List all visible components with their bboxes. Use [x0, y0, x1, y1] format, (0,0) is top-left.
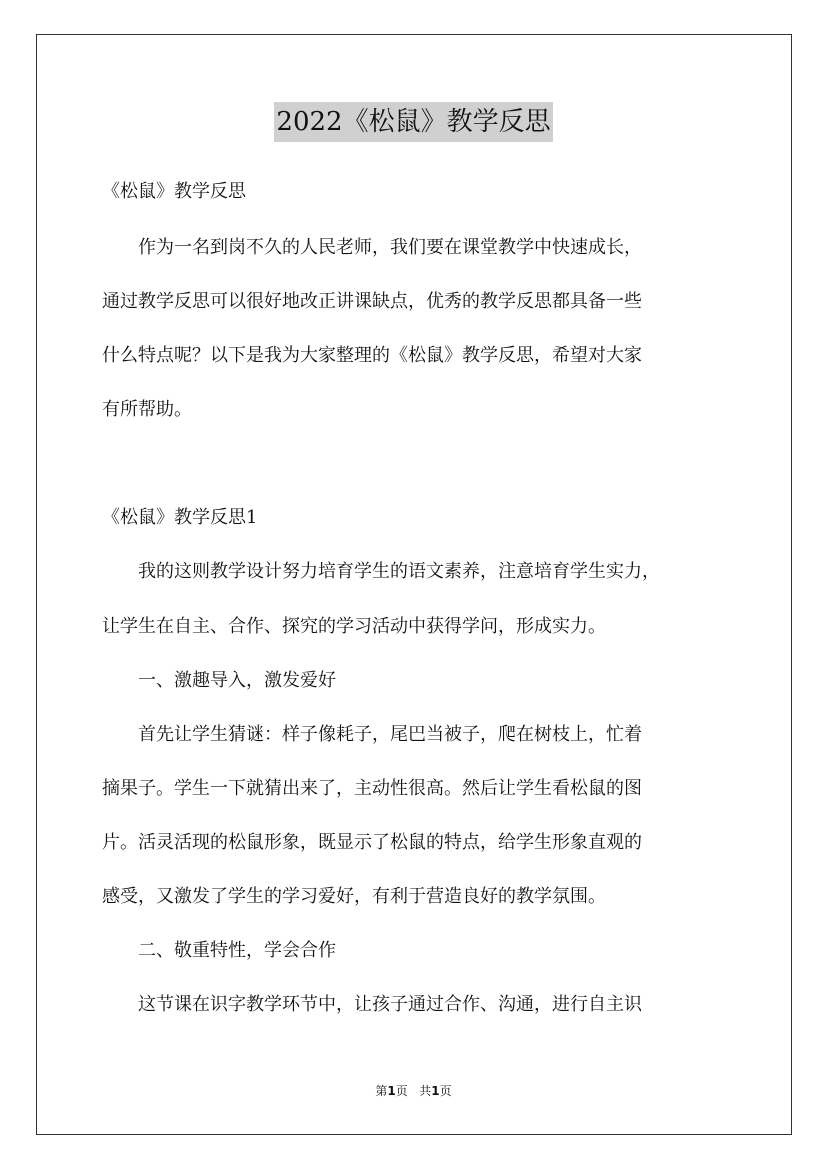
section1-line: 让学生在自主、合作、探究的学习活动中获得学问，形成实力。 [102, 616, 606, 637]
intro-line: 作为一名到岗不久的人民老师，我们要在课堂教学中快速成长， [138, 237, 642, 258]
intro-heading: 《松鼠》教学反思 [102, 181, 246, 202]
para2-line: 摘果子。学生一下就猜出来了，主动性很高。然后让学生看松鼠的图 [102, 778, 642, 799]
total-prefix: 共 [419, 1084, 432, 1098]
subheading-1: 一、激趣导入，激发爱好 [138, 670, 336, 691]
section1-heading: 《松鼠》教学反思1 [102, 507, 258, 528]
page-footer [0, 1082, 827, 1099]
page-suffix: 页 [395, 1084, 408, 1098]
document-title-text: 2022《松鼠》教学反思 [274, 102, 552, 142]
page-prefix: 第 [375, 1084, 388, 1098]
total-pages: 1 [431, 1084, 440, 1098]
para2-line: 首先让学生猜谜：样子像耗子，尾巴当被子，爬在树枝上，忙着 [138, 724, 642, 745]
subheading-2: 二、敬重特性，学会合作 [138, 940, 336, 961]
total-suffix: 页 [439, 1084, 452, 1098]
intro-line: 通过教学反思可以很好地改正讲课缺点，优秀的教学反思都具备一些 [102, 291, 642, 312]
para3-line: 这节课在识字教学环节中，让孩子通过合作、沟通，进行自主识 [138, 994, 642, 1015]
intro-line: 什么特点呢？以下是我为大家整理的《松鼠》教学反思，希望对大家 [102, 345, 642, 366]
para2-line: 感受，又激发了学生的学习爱好，有利于营造良好的教学氛围。 [102, 886, 606, 907]
section1-line: 我的这则教学设计努力培育学生的语文素养，注意培育学生实力， [138, 561, 660, 582]
intro-line: 有所帮助。 [102, 399, 192, 420]
para2-line: 片。活灵活现的松鼠形象，既显示了松鼠的特点，给学生形象直观的 [102, 832, 642, 853]
page-current: 1 [387, 1084, 396, 1098]
document-title [0, 100, 827, 142]
